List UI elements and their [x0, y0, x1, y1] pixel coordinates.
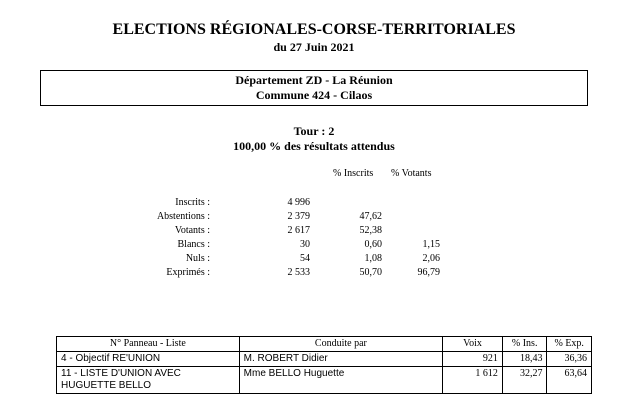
- stats-value: 2 379: [287, 211, 310, 222]
- stats-value: 2 533: [287, 267, 310, 278]
- cell-pct-exp: 36,36: [547, 352, 592, 367]
- stats-row-blancs: [0, 238, 628, 252]
- cell-conduite: M. ROBERT Didier: [239, 352, 442, 367]
- results-table: [56, 336, 592, 394]
- stats-pct-inscrits: 0,60: [364, 239, 382, 250]
- cell-liste: 11 - LISTE D'UNION AVEC HUGUETTE BELLO: [57, 367, 240, 394]
- table-row: [57, 352, 592, 367]
- stats-label: Nuls :: [185, 253, 210, 264]
- stats-row-nuls: [0, 252, 628, 266]
- location-box: [40, 70, 588, 106]
- results-header-row: [57, 337, 592, 352]
- stats-pct-inscrits: 47,62: [359, 211, 382, 222]
- expected-results-label: 100,00 % des résultats attendus: [233, 139, 395, 153]
- table-row: [57, 367, 592, 394]
- cell-pct-ins: 32,27: [502, 367, 547, 394]
- cell-pct-exp: 63,64: [547, 367, 592, 394]
- header-liste: N° Panneau - Liste: [57, 337, 240, 352]
- header-pct-ins: % Ins.: [502, 337, 547, 352]
- stats-value: 4 996: [287, 197, 310, 208]
- stats-value: 30: [300, 239, 310, 250]
- stats-pct-votants: 96,79: [417, 267, 440, 278]
- stats-value: 2 617: [287, 225, 310, 236]
- stats-pct-votants: 1,15: [422, 239, 440, 250]
- stats-label: Votants :: [174, 225, 210, 236]
- stats-label: Inscrits :: [175, 197, 210, 208]
- header-voix: Voix: [443, 337, 503, 352]
- stats-label: Blancs :: [177, 239, 210, 250]
- stats-row-exprimes: [0, 266, 628, 280]
- header-conduite: Conduite par: [239, 337, 442, 352]
- stats-label: Abstentions :: [156, 211, 210, 222]
- commune-label: Commune 424 - Cilaos: [255, 88, 373, 102]
- stats-row-votants: [0, 224, 628, 238]
- cell-voix: 921: [443, 352, 503, 367]
- stats-header-votants: % Votants: [391, 168, 432, 179]
- page-title: ELECTIONS RÉGIONALES-CORSE-TERRITORIALES: [112, 21, 516, 38]
- stats-row-inscrits: [0, 196, 628, 210]
- election-date: du 27 Juin 2021: [273, 40, 355, 54]
- stats-header-inscrits: % Inscrits: [333, 168, 374, 179]
- stats-value: 54: [300, 253, 310, 264]
- stats-pct-inscrits: 52,38: [359, 225, 382, 236]
- cell-liste: 4 - Objectif RE'UNION: [57, 352, 240, 367]
- cell-voix: 1 612: [443, 367, 503, 394]
- departement-label: Département ZD - La Réunion: [235, 73, 393, 87]
- stats-pct-votants: 2,06: [422, 253, 440, 264]
- cell-conduite: Mme BELLO Huguette: [239, 367, 442, 394]
- cell-pct-ins: 18,43: [502, 352, 547, 367]
- stats-pct-inscrits: 50,70: [359, 267, 382, 278]
- round-label: Tour : 2: [293, 124, 335, 138]
- stats-row-abstentions: [0, 210, 628, 224]
- stats-pct-inscrits: 1,08: [364, 253, 382, 264]
- header-pct-exp: % Exp.: [547, 337, 592, 352]
- stats-label: Exprimés :: [166, 267, 210, 278]
